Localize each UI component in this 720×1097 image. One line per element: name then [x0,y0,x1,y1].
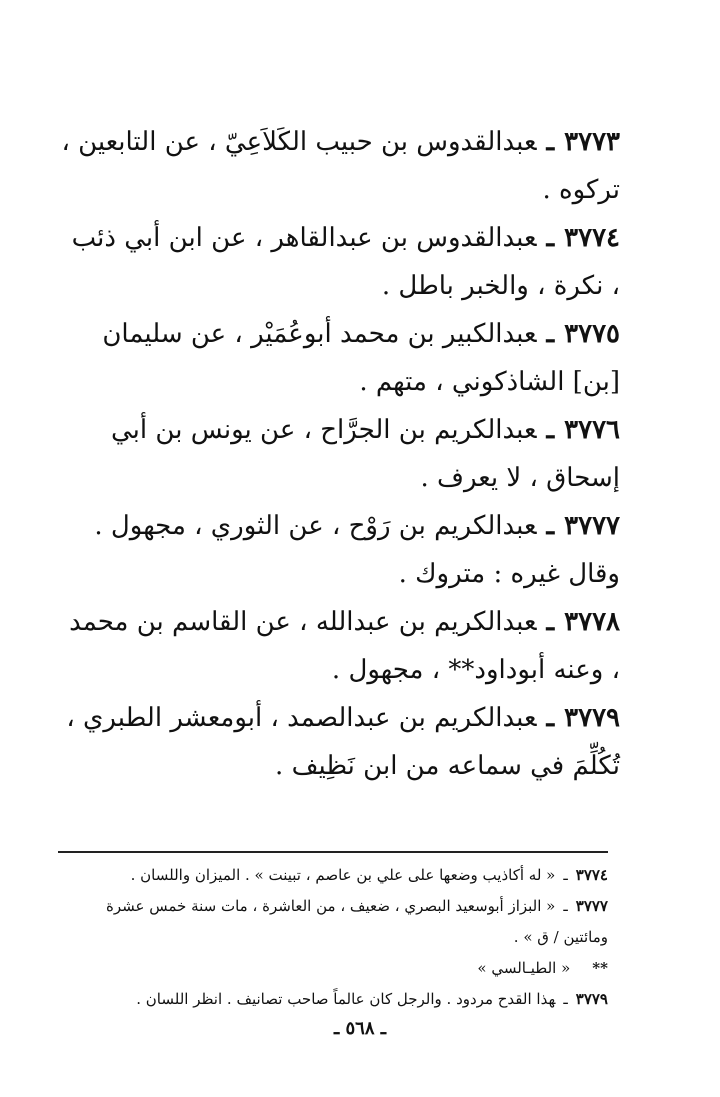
footnote-text: « الطيـالسي » [477,959,571,977]
entry-3777: ٣٧٧٧ـعبدالكريم بن رَوْح ، عن الثوري ، مجهول . وقال غيره : متروك . [94,511,620,589]
footnotes [58,860,608,1015]
entry-number: ٣٧٧٤ [564,223,620,253]
footnote-3777: ٣٧٧٧ـ« البزاز أبوسعيد البصري ، ضعيف ، من العاشرة ، مات سنة خمس عشرة ومائتين / ق » . [106,897,608,946]
footnote-text: « له أكاذيب وضعها على علي بن عاصم ، تبينت » . الميزان واللسان . [130,866,556,884]
entry-text: عبدالكريم بن رَوْح ، عن الثوري ، مجهول . وقال غيره : متروك . [94,511,620,589]
entry-3773: ٣٧٧٣ـعبدالقدوس بن حبيب الكَلاَعِيّ ، عن التابعين ، تركوه . [61,127,620,205]
footnote-number: ٣٧٧٩ [575,990,608,1008]
entry-3774: ٣٧٧٤ـعبدالقدوس بن عبدالقاهر ، عن ابن أبي ذئب ، نكرة ، والخبر باطل . [71,223,620,301]
page-number: ـ ٥٦٨ ـ [333,1018,387,1039]
entry-number: ٣٧٧٧ [564,511,620,541]
entry-text: عبدالكريم بن الجرَّاح ، عن يونس بن أبي إسحاق ، لا يعرف . [111,415,620,493]
entry-text: عبدالكبير بن محمد أبوعُمَيْر ، عن سليمان [بن] الشاذكوني ، متهم . [102,319,620,397]
entry-text: عبدالكريم بن عبدالصمد ، أبومعشر الطبري ، تُكُلِّمَ في سماعه من ابن نَظِيف . [66,703,620,781]
entry-text: عبدالقدوس بن عبدالقاهر ، عن ابن أبي ذئب ، نكرة ، والخبر باطل . [71,223,620,301]
entry-number: ٣٧٧٨ [564,607,620,637]
footnote-text: « البزاز أبوسعيد البصري ، ضعيف ، من العاشرة ، مات سنة خمس عشرة ومائتين / ق » . [106,897,608,946]
footnote-stars [58,953,608,984]
footnote-number: ٣٧٧٧ [575,897,608,915]
footnote-divider [58,851,608,853]
footnote-marker: ** [592,959,608,977]
entry-3775: ٣٧٧٥ـعبدالكبير بن محمد أبوعُمَيْر ، عن سليمان [بن] الشاذكوني ، متهم . [102,319,620,397]
footnote-3779: ٣٧٧٩ـهذا القدح مردود . والرجل كان عالماً صاحب تصانيف . انظر اللسان . [136,990,608,1008]
entry-number: ٣٧٧٩ [564,703,620,733]
entry-3778: ٣٧٧٨ـعبدالكريم بن عبدالله ، عن القاسم بن محمد ، وعنه أبوداود** ، مجهول . [69,607,620,685]
footnote-text: هذا القدح مردود . والرجل كان عالماً صاحب تصانيف . انظر اللسان . [136,990,556,1008]
entry-number: ٣٧٧٦ [564,415,620,445]
footnote-3774: ٣٧٧٤ـ« له أكاذيب وضعها على علي بن عاصم ، تبينت » . الميزان واللسان . [130,866,608,884]
entry-text: عبدالقدوس بن حبيب الكَلاَعِيّ ، عن التابعين ، تركوه . [61,127,620,205]
entry-number: ٣٧٧٥ [564,319,620,349]
footnote-number: ٣٧٧٤ [575,866,608,884]
entries-list [56,118,620,790]
entry-3779: ٣٧٧٩ـعبدالكريم بن عبدالصمد ، أبومعشر الطبري ، تُكُلِّمَ في سماعه من ابن نَظِيف . [66,703,620,781]
entry-3776: ٣٧٧٦ـعبدالكريم بن الجرَّاح ، عن يونس بن أبي إسحاق ، لا يعرف . [111,415,620,493]
entry-number: ٣٧٧٣ [564,127,620,157]
entry-text: عبدالكريم بن عبدالله ، عن القاسم بن محمد ، وعنه أبوداود** ، مجهول . [69,607,620,685]
